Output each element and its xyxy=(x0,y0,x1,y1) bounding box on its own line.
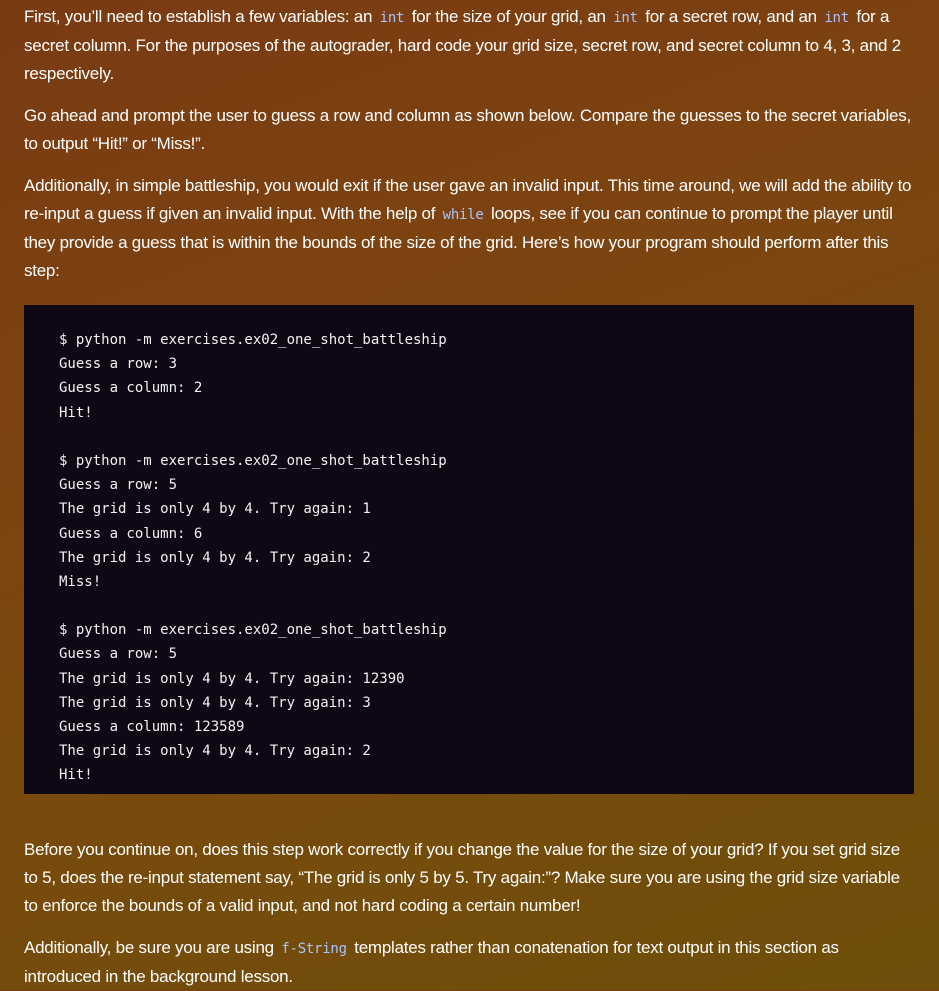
text-segment: loops, see if you can continue to prompt the player until they provide a guess that is within the bounds of the size of the grid. Here’s how your program should perform after this step: xyxy=(24,204,893,280)
terminal-output-line: The grid is only 4 by 4. Try again: 2 xyxy=(59,549,371,566)
inline-code: int xyxy=(379,10,405,26)
text-segment: for a secret row, and an xyxy=(640,7,822,26)
terminal-output-line: Guess a column: 6 xyxy=(59,525,203,542)
terminal-output-line: Guess a column: 123589 xyxy=(59,719,245,735)
text-segment: Additionally, be sure you are using xyxy=(24,937,279,957)
session-separator xyxy=(59,594,879,618)
inline-code: f-String xyxy=(281,940,347,957)
terminal-command-line: $ python -m exercises.ex02_one_shot_battleship xyxy=(59,332,447,348)
intro-paragraph xyxy=(24,172,915,285)
terminal-output-line: Guess a row: 5 xyxy=(59,646,178,663)
terminal-output-line: Hit! xyxy=(59,404,93,421)
terminal-command-line: $ python -m exercises.ex02_one_shot_battleship xyxy=(59,452,447,469)
intro-section xyxy=(24,3,915,285)
followup-paragraph xyxy=(24,836,915,920)
text-segment: for the size of your grid, an xyxy=(407,7,611,26)
text-segment: templates rather than conatenation for text output in this section as introduced in the background lesson. xyxy=(24,937,839,986)
inline-code: while xyxy=(442,207,484,223)
intro-paragraph xyxy=(24,3,915,88)
terminal-output-line: Guess a row: 3 xyxy=(59,356,178,373)
terminal-output-line: Guess a row: 5 xyxy=(59,477,178,494)
terminal-output-line: Guess a column: 2 xyxy=(59,380,203,397)
intro-paragraph xyxy=(24,102,915,158)
text-segment: Additionally, in simple battleship, you would exit if the user gave an invalid input. This time around, we will add the ability to re-input a guess if given an invalid input. With the help of xyxy=(24,176,912,223)
terminal-output-line: The grid is only 4 by 4. Try again: 3 xyxy=(59,694,371,711)
terminal-output-line: The grid is only 4 by 4. Try again: 1 xyxy=(59,501,371,518)
terminal-output-line: The grid is only 4 by 4. Try again: 2 xyxy=(59,743,371,760)
text-segment: Before you continue on, does this step work correctly if you change the value for the size of your grid? If you set grid size to 5, does the re-input statement say, “The grid is only 5 by 5. Try again:”? Make sure you are using the grid size variable to enforce the bounds of a valid input, and not hard coding a certain number! xyxy=(24,839,900,915)
follow-up-section xyxy=(24,836,915,991)
terminal-output-line: The grid is only 4 by 4. Try again: 12390 xyxy=(59,670,405,687)
inline-code: int xyxy=(613,10,638,26)
terminal-command-line: $ python -m exercises.ex02_one_shot_battleship xyxy=(59,622,447,639)
text-segment: First, you’ll need to establish a few variables: an xyxy=(24,7,377,26)
followup-paragraph xyxy=(24,934,915,991)
terminal-output-block xyxy=(24,305,914,794)
text-segment: for a secret column. For the purposes of the autograder, hard code your grid size, secret row, and secret column to 4, 3, and 2 respectively. xyxy=(24,7,901,83)
text-segment: Go ahead and prompt the user to guess a row and column as shown below. Compare the guesses to the secret variables, to output “Hit!” or “Miss!”. xyxy=(24,106,911,153)
terminal-output-line: Hit! xyxy=(59,767,93,784)
inline-code: int xyxy=(824,10,849,26)
session-separator xyxy=(59,425,879,449)
terminal-output-line: Miss! xyxy=(59,573,102,590)
